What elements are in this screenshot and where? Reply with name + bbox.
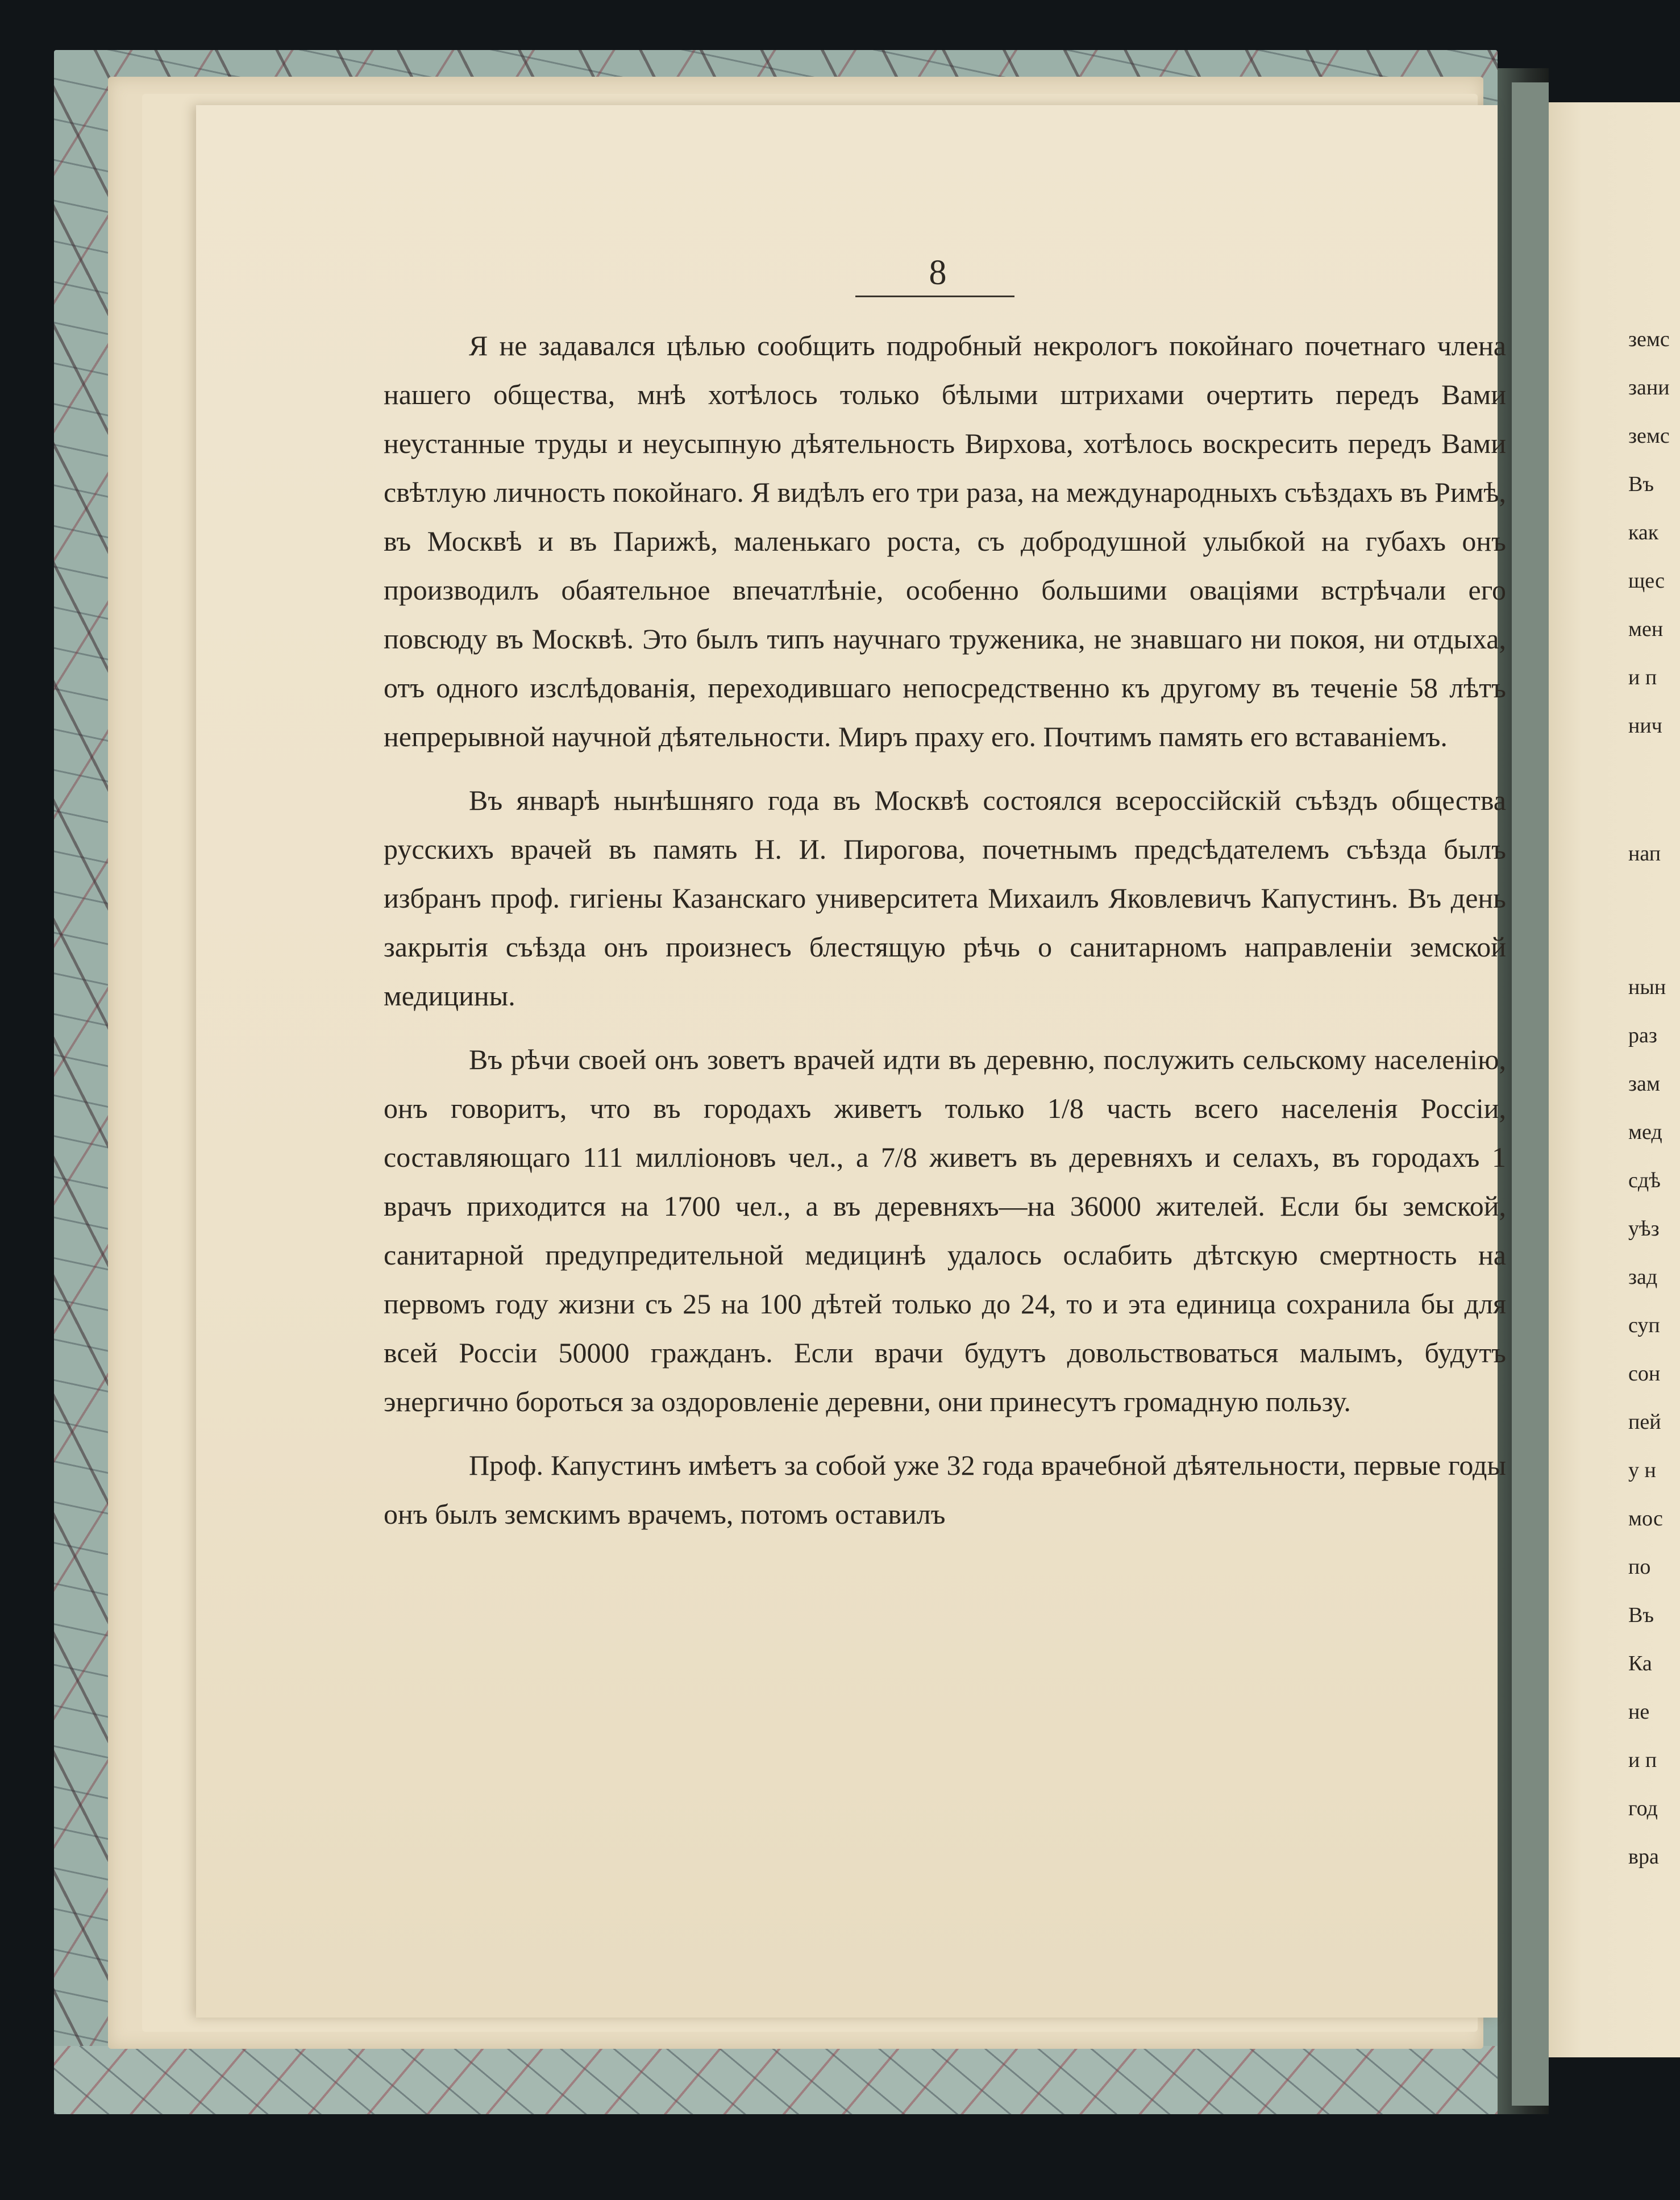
next-page-fragment: не <box>1628 1700 1650 1724</box>
next-page-fragment: пей <box>1628 1410 1661 1434</box>
next-page-fragment: как <box>1628 521 1659 544</box>
paragraph-speech: Въ рѣчи своей онъ зоветъ врачей идти въ деревню, послужить сельскому населенію, онъ говоритъ, что въ городахъ живетъ только 1/8 часть всего населенія Россіи, составляющаго 111 милліоновъ чел., а 7/8 живетъ въ деревняхъ и селахъ, въ городахъ 1 врачъ приходится на 1700 чел., а въ деревняхъ—на 36000 жителей. Если бы земской, санитарной предупредительной медицинѣ удалось ослабить дѣтскую смертность на первомъ году жизни съ 25 на 100 дѣтей только до 24, то и эта единица сохранила бы для всей Россіи 50000 гражданъ. Если врачи будутъ довольствоваться малымъ, будутъ энергично бороться за оздоровленіе деревни, они принесутъ громадную пользу. <box>384 1043 1506 1417</box>
next-page-fragment: земс <box>1628 424 1670 448</box>
next-page-fragment: сдѣ <box>1628 1168 1661 1192</box>
next-page-fragment: мос <box>1628 1507 1663 1531</box>
next-page-fragment: и п <box>1628 1748 1657 1772</box>
next-page-fragment: год <box>1628 1796 1658 1820</box>
next-page-fragment: нын <box>1628 975 1666 999</box>
next-page-fragment: зани <box>1628 376 1670 400</box>
next-page-fragment: по <box>1628 1555 1651 1579</box>
next-page-fragment: и п <box>1628 666 1657 689</box>
next-page-fragment: раз <box>1628 1024 1657 1047</box>
next-page-fragment: уѣз <box>1628 1217 1660 1241</box>
next-page-fragment: щес <box>1628 569 1665 593</box>
next-board-edge <box>1512 82 1549 2106</box>
next-page-fragment: суп <box>1628 1313 1660 1337</box>
page-number: 8 <box>929 253 947 292</box>
next-page-fragment: нап <box>1628 842 1661 866</box>
paragraph-congress: Въ январѣ нынѣшняго года въ Москвѣ состоялся всероссійскій съѣздъ общества русскихъ врачей въ память Н. И. Пирогова, почетнымъ предсѣдателемъ съѣзда былъ избранъ проф. гигіены Казанскаго университета Михаилъ Яковлевичъ Капустинъ. Въ день закрытія съѣзда онъ произнесъ блестящую рѣчь о санитарномъ направленіи земской медицины. <box>384 784 1506 1012</box>
next-page-fragment: Ка <box>1628 1652 1652 1675</box>
marbled-cover-bottom-edge <box>54 2046 1498 2114</box>
next-page-fragment: у н <box>1628 1458 1656 1482</box>
next-page-fragment: Въ <box>1628 1603 1654 1627</box>
paragraph-kapustin: Проф. Капустинъ имѣетъ за собой уже 32 года врачебной дѣятельности, первые годы онъ былъ земскимъ врачемъ, потомъ оставилъ <box>384 1449 1506 1530</box>
next-page-fragment: нич <box>1628 714 1662 738</box>
page-body <box>384 321 1506 1553</box>
next-page-fragment: зад <box>1628 1265 1658 1289</box>
next-page <box>1549 102 1680 2057</box>
next-page-fragment: земс <box>1628 327 1670 351</box>
next-page-fragment: Въ <box>1628 472 1654 496</box>
next-page-fragment: вра <box>1628 1845 1659 1869</box>
next-page-fragment: сон <box>1628 1362 1661 1386</box>
next-page-fragment: мед <box>1628 1120 1662 1144</box>
next-page-fragment: зам <box>1628 1072 1660 1096</box>
page-number-rule <box>855 296 1014 297</box>
paragraph-virchow: Я не задавался цѣлью сообщить подробный некрологъ покойнаго почетнаго члена нашего общества, мнѣ хотѣлось только бѣлыми штрихами очертить передъ Вами неустанные труды и неусыпную дѣятельность Вирхова, хотѣлось воскресить передъ Вами свѣтлую личность покойнаго. Я видѣлъ его три раза, на международныхъ съѣздахъ въ Римѣ, въ Москвѣ и въ Парижѣ, маленькаго роста, съ добродушной улыбкой на губахъ онъ производилъ обаятельное впечатлѣніе, особенно большими оваціями встрѣчали его повсюду въ Москвѣ. Это былъ типъ научнаго труженика, не знавшаго ни покоя, ни отдыха, отъ одного изслѣдованія, переходившаго непосредственно къ другому въ теченіе 58 лѣтъ непрерывной научной дѣятельности. Миръ праху его. Почтимъ память его вставаніемъ. <box>384 330 1506 752</box>
next-page-fragment: мен <box>1628 617 1664 641</box>
